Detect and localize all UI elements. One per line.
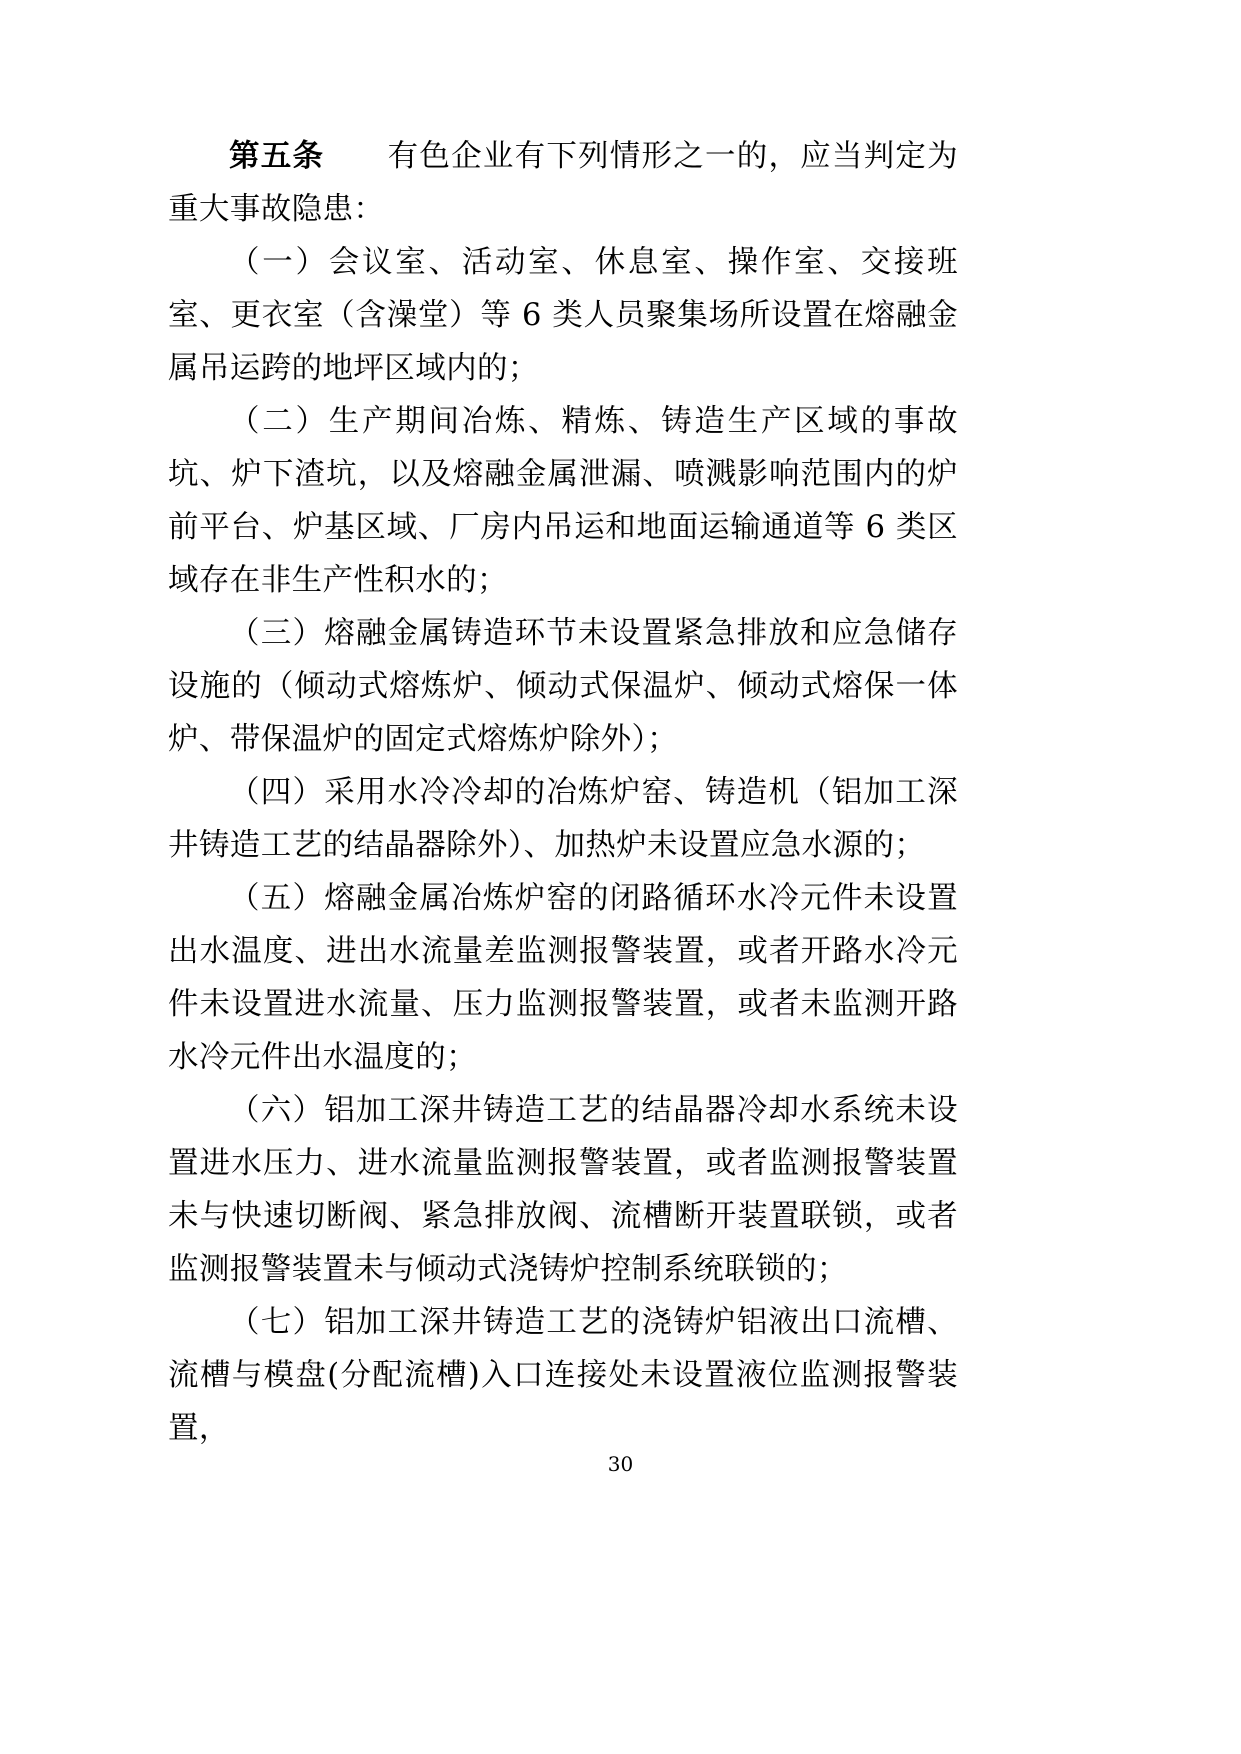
paragraph-item-3: （三）熔融金属铸造环节未设置紧急排放和应急储存设施的（倾动式熔炼炉、倾动式保温炉、倾动式熔保一体炉、带保温炉的固定式熔炼炉除外）； (168, 616, 958, 757)
page-body (168, 130, 958, 1455)
paragraph-item-5: （五）熔融金属冶炼炉窑的闭路循环水冷元件未设置出水温度、进出水流量差监测报警装置，或者开路水冷元件未设置进水流量、压力监测报警装置，或者未监测开路水冷元件出水温度的； (168, 881, 958, 1075)
page-number: 30 (607, 1452, 634, 1476)
paragraph-article-5 (168, 130, 958, 236)
paragraph-item-2: （二）生产期间冶炼、精炼、铸造生产区域的事故坑、炉下渣坑，以及熔融金属泄漏、喷溅影响范围内的炉前平台、炉基区域、厂房内吊运和地面运输通道等 6 类区域存在非生产性积水的； (168, 404, 958, 598)
article-text: 有色企业有下列情形之一的，应当判定为重大事故隐患： (168, 139, 958, 227)
paragraph-item-7: （七）铝加工深井铸造工艺的浇铸炉铝液出口流槽、流槽与模盘(分配流槽)入口连接处未设置液位监测报警装置， (168, 1305, 958, 1446)
paragraph-item-1: （一）会议室、活动室、休息室、操作室、交接班室、更衣室（含澡堂）等 6 类人员聚集场所设置在熔融金属吊运跨的地坪区域内的； (168, 245, 958, 386)
article-number: 第五条 (229, 138, 325, 174)
paragraph-item-6: （六）铝加工深井铸造工艺的结晶器冷却水系统未设置进水压力、进水流量监测报警装置，或者监测报警装置未与快速切断阀、紧急排放阀、流槽断开装置联锁，或者监测报警装置未与倾动式浇铸炉控制系统联锁的； (168, 1093, 958, 1287)
paragraph-item-4: （四）采用水冷冷却的冶炼炉窑、铸造机（铝加工深井铸造工艺的结晶器除外）、加热炉未设置应急水源的； (168, 775, 958, 863)
article-gap (324, 139, 387, 174)
